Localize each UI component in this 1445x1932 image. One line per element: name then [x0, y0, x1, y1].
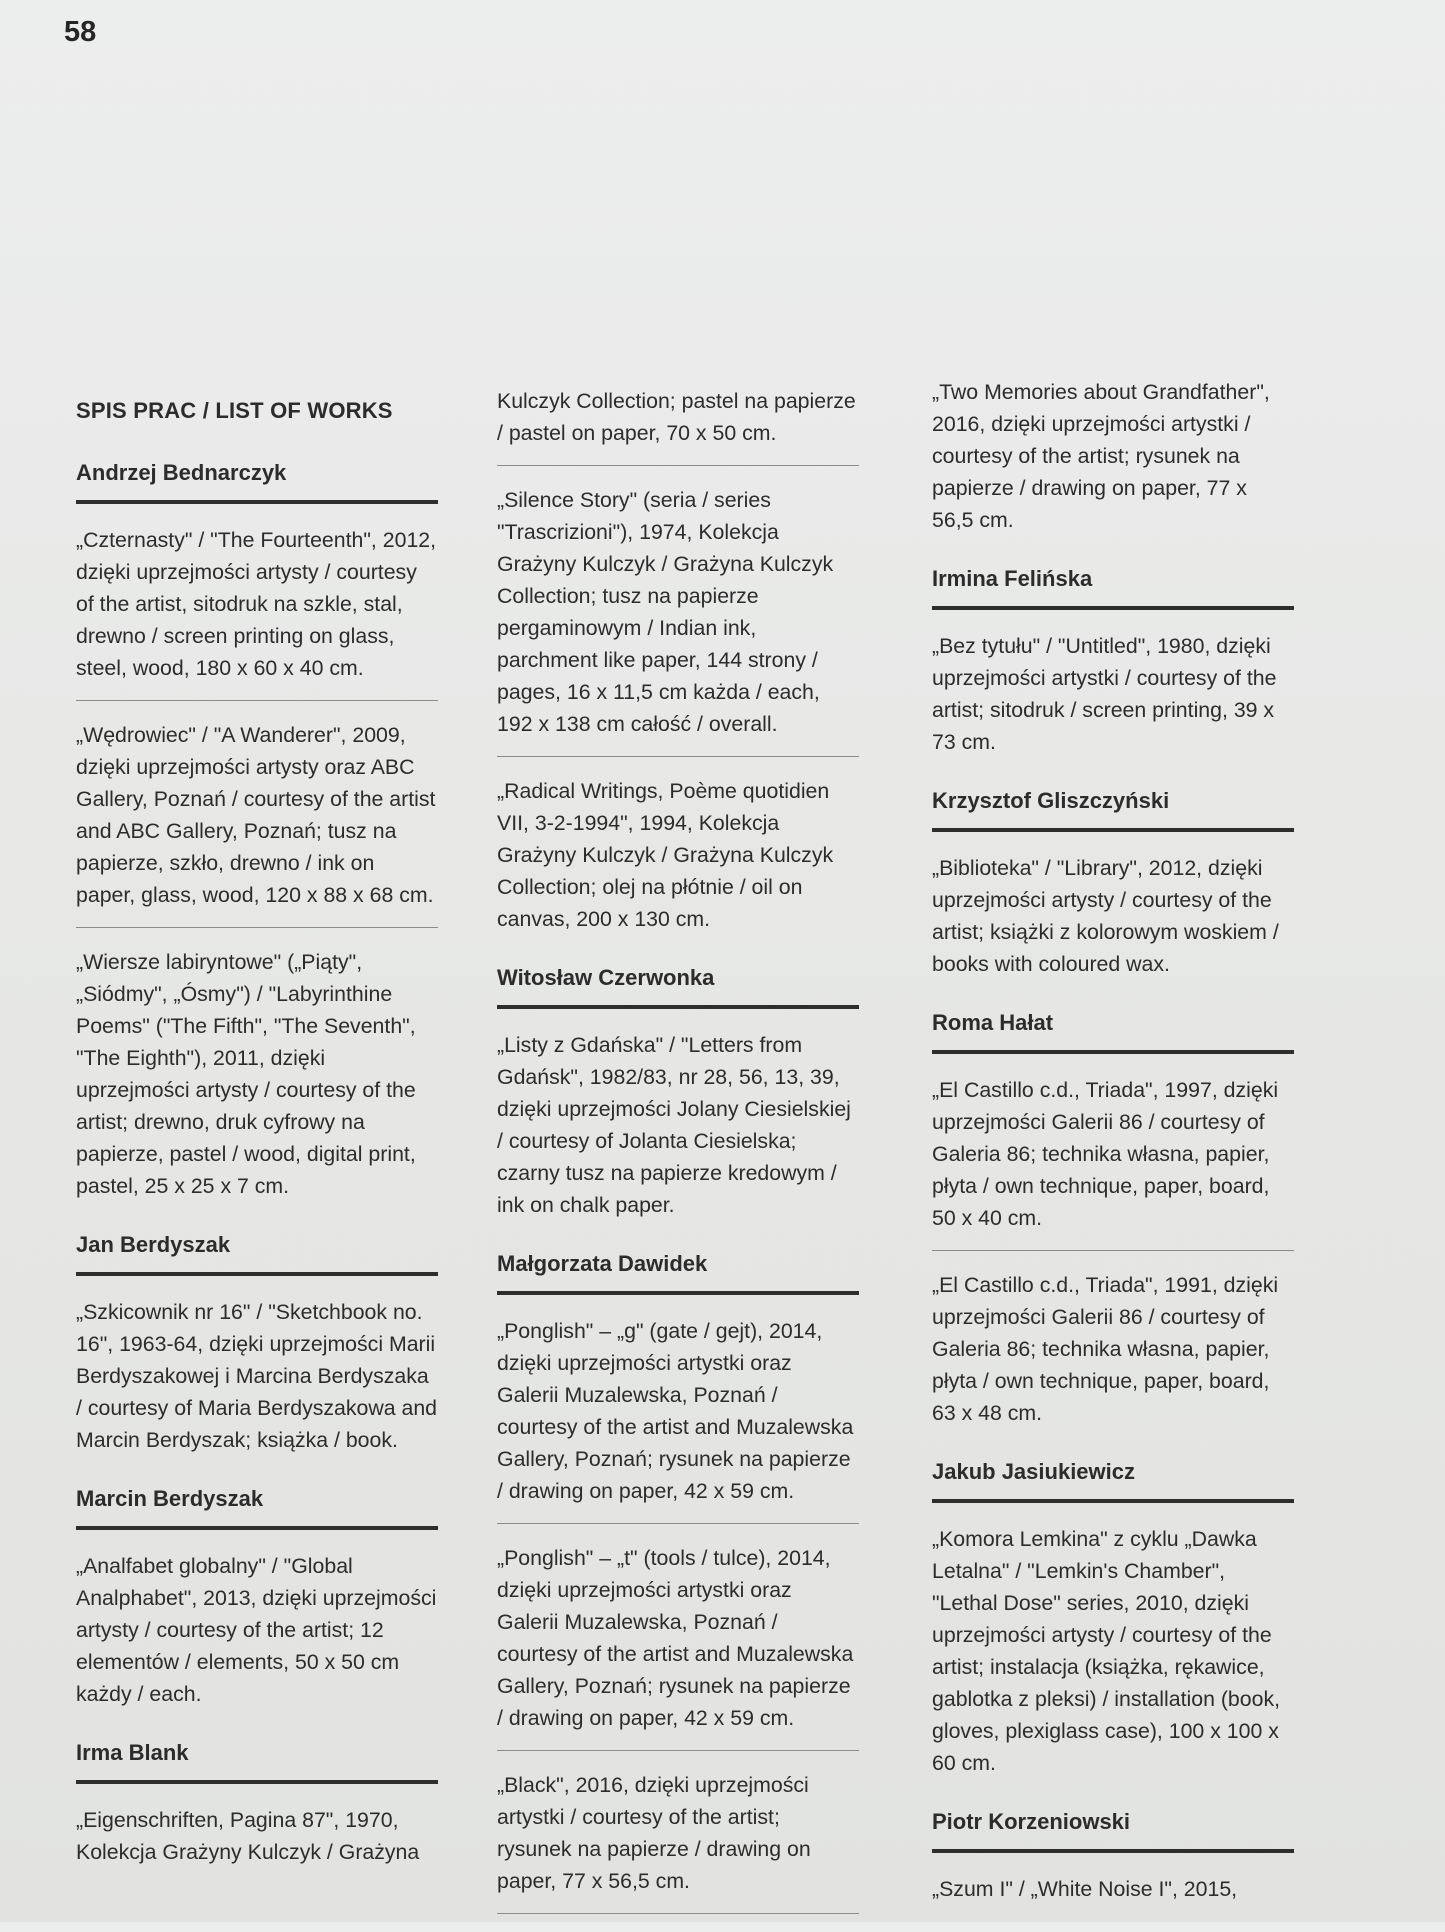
work-entry: „Ponglish" – „t" (tools / tulce), 2014, dzięki uprzejmości artystki oraz Galerii Muzalewska, Poznań / courtesy of the artist and Muzalewska Gallery, Poznań; rysunek na papierze / drawing on paper, 42 x 59 cm.: [497, 1542, 859, 1751]
column-3: [932, 376, 1294, 1905]
work-entry: „Eigenschriften, Pagina 87", 1970, Kolekcja Grażyny Kulczyk / Grażyna: [76, 1808, 420, 1864]
artist-name: Irma Blank: [76, 1740, 438, 1784]
work-entry: „Black", 2016, dzięki uprzejmości artystki / courtesy of the artist; rysunek na papierze / drawing on paper, 77 x 56,5 cm.: [497, 1769, 859, 1914]
artist-name: Irmina Felińska: [932, 566, 1294, 610]
work-entry: „Wędrowiec" / "A Wanderer", 2009, dzięki uprzejmości artysty oraz ABC Gallery, Poznań / courtesy of the artist and ABC Gallery, Poznań; tusz na papierze, szkło, drewno / ink on paper, glass, wood, 120 x 88 x 68 cm.: [76, 719, 438, 928]
artist-block: [497, 965, 859, 1221]
work-entry: „Radical Writings, Poème quotidien VII, 3-2-1994", 1994, Kolekcja Grażyny Kulczyk / Grażyna Kulczyk Collection; olej na płótnie / oil on canvas, 200 x 130 cm.: [497, 779, 834, 931]
work-entry: „El Castillo c.d., Triada", 1991, dzięki uprzejmości Galerii 86 / courtesy of Galeria 86; technika własna, papier, płyta / own technique, paper, board, 63 x 48 cm.: [932, 1273, 1279, 1425]
artist-name: Andrzej Bednarczyk: [76, 460, 438, 504]
column-1: [76, 398, 438, 1868]
page-number: 58: [64, 16, 97, 48]
work-entry: „Czternasty" / "The Fourteenth", 2012, dzięki uprzejmości artysty / courtesy of the artist, sitodruk na szkle, stal, drewno / screen printing on glass, steel, wood, 180 x 60 x 40 cm.: [76, 524, 438, 701]
artist-name: Krzysztof Gliszczyński: [932, 788, 1294, 832]
artist-name: Roma Hałat: [932, 1010, 1294, 1054]
artist-block: [497, 1251, 859, 1914]
column-2: [497, 385, 859, 1932]
artist-block: [932, 1010, 1294, 1429]
work-entry: „Szkicownik nr 16" / "Sketchbook no. 16", 1963-64, dzięki uprzejmości Marii Berdyszakowej i Marcina Berdyszaka / courtesy of Maria Berdyszakowa and Marcin Berdyszak; książka / book.: [76, 1300, 438, 1452]
work-entry: „Wiersze labiryntowe" („Piąty", „Siódmy", „Ósmy") / "Labyrinthine Poems" ("The Fifth", "The Seventh", "The Eighth"), 2011, dzięki uprzejmości artysty / courtesy of the artist; drewno, druk cyfrowy na papierze, pastel / wood, digital print, pastel, 25 x 25 x 7 cm.: [76, 950, 416, 1198]
artist-name: Jakub Jasiukiewicz: [932, 1459, 1294, 1503]
work-entry: „Ponglish" – „g" (gate / gejt), 2014, dzięki uprzejmości artystki oraz Galerii Muzalewska, Poznań / courtesy of the artist and Muzalewska Gallery, Poznań; rysunek na papierze / drawing on paper, 42 x 59 cm.: [497, 1315, 859, 1524]
work-entry: „Bez tytułu" / "Untitled", 1980, dzięki uprzejmości artystki / courtesy of the artist; sitodruk / screen printing, 39 x 73 cm.: [932, 634, 1277, 754]
work-entry: „Listy z Gdańska" / "Letters from Gdańsk", 1982/83, nr 28, 56, 13, 39, dzięki uprzejmości Jolany Ciesielskiej / courtesy of Jolanta Ciesielska; czarny tusz na papierze kredowym / ink on chalk paper.: [497, 1033, 851, 1217]
artist-block: [76, 1486, 438, 1710]
work-entry: „Biblioteka" / "Library", 2012, dzięki uprzejmości artysty / courtesy of the artist; książki z kolorowym woskiem / books with coloured wax.: [932, 856, 1279, 976]
artist-block: [932, 376, 1294, 536]
artist-block: [932, 1809, 1294, 1905]
artist-name: Marcin Berdyszak: [76, 1486, 438, 1530]
work-entry: „Komora Lemkina" z cyklu „Dawka Letalna" / "Lemkin's Chamber", "Lethal Dose" series, 2010, dzięki uprzejmości artysty / courtesy of the artist; instalacja (książka, rękawice, gablotka z pleksi) / installation (book, gloves, plexiglass case), 100 x 100 x 60 cm.: [932, 1527, 1281, 1775]
work-entry: „Two Memories about Grandfather", 2016, dzięki uprzejmości artystki / courtesy of the artist; rysunek na papierze / drawing on paper, 77 x 56,5 cm.: [932, 380, 1270, 532]
work-entry: „El Castillo c.d., Triada", 1997, dzięki uprzejmości Galerii 86 / courtesy of Galeria 86; technika własna, papier, płyta / own technique, paper, board, 50 x 40 cm.: [932, 1074, 1294, 1251]
work-entry: „Szum I" / „White Noise I", 2015,: [932, 1877, 1238, 1901]
artist-block: [76, 460, 438, 1202]
artist-block: [497, 385, 859, 935]
artist-name: Piotr Korzeniowski: [932, 1809, 1294, 1853]
artist-block: [932, 788, 1294, 980]
artist-block: [76, 1740, 438, 1868]
list-title: SPIS PRAC / LIST OF WORKS: [76, 398, 393, 423]
artist-name: Jan Berdyszak: [76, 1232, 438, 1276]
work-entry: Kulczyk Collection; pastel na papierze / pastel on paper, 70 x 50 cm.: [497, 385, 859, 466]
artist-name: Małgorzata Dawidek: [497, 1251, 859, 1295]
work-entry: „Analfabet globalny" / "Global Analphabet", 2013, dzięki uprzejmości artysty / courtesy of the artist; 12 elementów / elements, 50 x 50 cm każdy / each.: [76, 1554, 437, 1706]
artist-block: [932, 1459, 1294, 1779]
artist-name: Witosław Czerwonka: [497, 965, 859, 1009]
work-entry: „Silence Story" (seria / series "Trascrizioni"), 1974, Kolekcja Grażyny Kulczyk / Grażyna Kulczyk Collection; tusz na papierze pergaminowym / Indian ink, parchment like paper, 144 strony / pages, 16 x 11,5 cm każda / each, 192 x 138 cm całość / overall.: [497, 484, 859, 757]
artist-block: [76, 1232, 438, 1456]
artist-block: [932, 566, 1294, 758]
